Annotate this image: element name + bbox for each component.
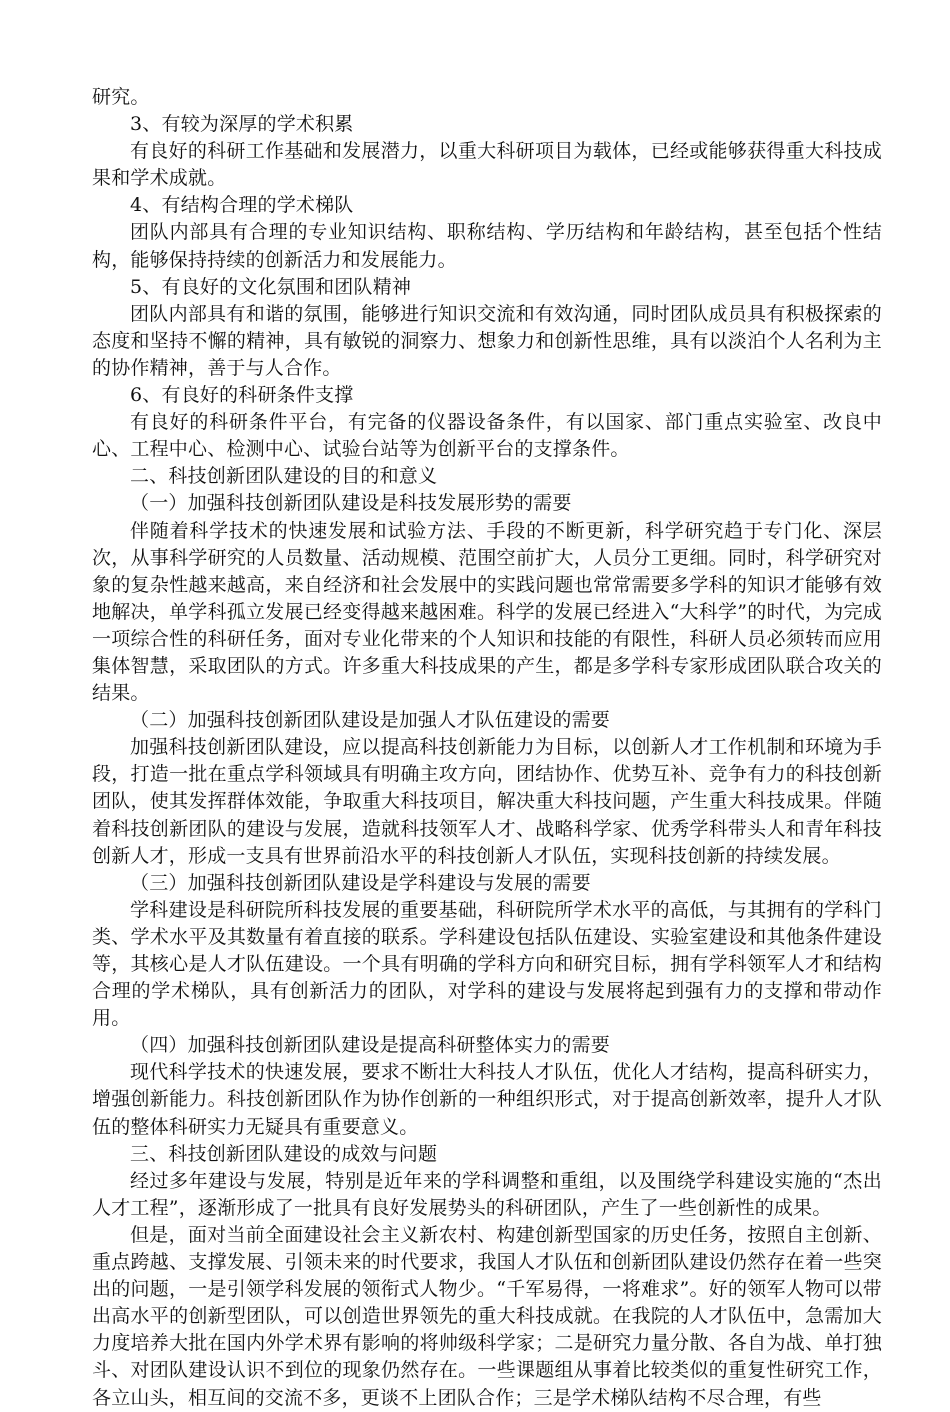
subsection-heading-1: （一）加强科技创新团队建设是科技发展形势的需要	[130, 492, 572, 515]
paragraph: 有良好的科研工作基础和发展潜力，以重大科研项目为载体，已经或能够获得重大科技成果和学术成就。	[92, 140, 882, 190]
section-heading-4: 4、有结构合理的学术梯队	[130, 194, 354, 217]
section-heading-5: 5、有良好的文化氛围和团队精神	[130, 275, 412, 298]
section-heading-3: 3、有较为深厚的学术积累	[130, 113, 354, 136]
chapter-heading-3: 三、科技创新团队建设的成效与问题	[130, 1142, 438, 1165]
paragraph: 伴随着科学技术的快速发展和试验方法、手段的不断更新，科学研究趋于专门化、深层次，从事科学研究的人员数量、活动规模、范围空前扩大，人员分工更细。同时，科学研究对象的复杂性越来越高，来自经济和社会发展中的实践问题也常常需要多学科的知识才能够有效地解决，单学科孤立发展已经变得越来越困难。科学的发展已经进入“大科学”的时代，为完成一项综合性的科研任务，面对专业化带来的个人知识和技能的有限性，科研人员必须转而应用集体智慧，采取团队的方式。许多重大科技成果的产生，都是多学科专家形成团队联合攻关的结果。	[92, 519, 882, 705]
chapter-heading-2: 二、科技创新团队建设的目的和意义	[130, 465, 438, 488]
paragraph: 但是，面对当前全面建设社会主义新农村、构建创新型国家的历史任务，按照自主创新、重点跨越、支撑发展、引领未来的时代要求，我国人才队伍和创新团队建设仍然存在着一些突出的问题，一是引领学科发展的领衔式人物少。“千军易得，一将难求”。好的领军人物可以带出高水平的创新型团队，可以创造世界领先的重大科技成就。在我院的人才队伍中，急需加大力度培养大批在国内外学术界有影响的将帅级科学家；二是研究力量分散、各自为战、单打独斗、对团队建设认识不到位的现象仍然存在。一些课题组从事着比较类似的重复性研究工作，各立山头，相互间的交流不多，更谈不上团队合作；三是学术梯队结构不尽合理，有些	[92, 1223, 882, 1409]
paragraph: 团队内部具有合理的专业知识结构、职称结构、学历结构和年龄结构，甚至包括个性结构，能够保持持续的创新活力和发展能力。	[92, 221, 882, 271]
paragraph: 加强科技创新团队建设，应以提高科技创新能力为目标，以创新人才工作机制和环境为手段，打造一批在重点学科领域具有明确主攻方向，团结协作、优势互补、竞争有力的科技创新团队，使其发挥群体效能，争取重大科技项目，解决重大科技问题，产生重大科技成果。伴随着科技创新团队的建设与发展，造就科技领军人才、战略科学家、优秀学科带头人和青年科技创新人才，形成一支具有世界前沿水平的科技创新人才队伍，实现科技创新的持续发展。	[92, 736, 882, 867]
paragraph: 学科建设是科研院所科技发展的重要基础，科研院所学术水平的高低，与其拥有的学科门类、学术水平及其数量有着直接的联系。学科建设包括队伍建设、实验室建设和其他条件建设等，其核心是人才队伍建设。一个具有明确的学科方向和研究目标，拥有学科领军人才和结构合理的学术梯队，具有创新活力的团队，对学科的建设与发展将起到强有力的支撑和带动作用。	[92, 898, 882, 1030]
section-heading-6: 6、有良好的科研条件支撑	[130, 384, 354, 407]
paragraph: 经过多年建设与发展，特别是近年来的学科调整和重组，以及围绕学科建设实施的“杰出人才工程”，逐渐形成了一批具有良好发展势头的科研团队，产生了一些创新性的成果。	[92, 1169, 882, 1219]
paragraph-continuation: 研究。	[92, 86, 150, 108]
document-page	[92, 84, 882, 1412]
paragraph: 有良好的科研条件平台，有完备的仪器设备条件，有以国家、部门重点实验室、改良中心、工程中心、检测中心、试验台站等为创新平台的支撑条件。	[92, 411, 882, 461]
subsection-heading-2: （二）加强科技创新团队建设是加强人才队伍建设的需要	[130, 709, 611, 732]
subsection-heading-4: （四）加强科技创新团队建设是提高科研整体实力的需要	[130, 1034, 611, 1057]
paragraph: 团队内部具有和谐的氛围，能够进行知识交流和有效沟通，同时团队成员具有积极探索的态度和坚持不懈的精神，具有敏锐的洞察力、想象力和创新性思维，具有以淡泊个人名利为主的协作精神，善于与人合作。	[92, 302, 882, 379]
paragraph: 现代科学技术的快速发展，要求不断壮大科技人才队伍，优化人才结构，提高科研实力，增强创新能力。科技创新团队作为协作创新的一种组织形式，对于提高创新效率，提升人才队伍的整体科研实力无疑具有重要意义。	[92, 1061, 882, 1138]
subsection-heading-3: （三）加强科技创新团队建设是学科建设与发展的需要	[130, 871, 591, 894]
